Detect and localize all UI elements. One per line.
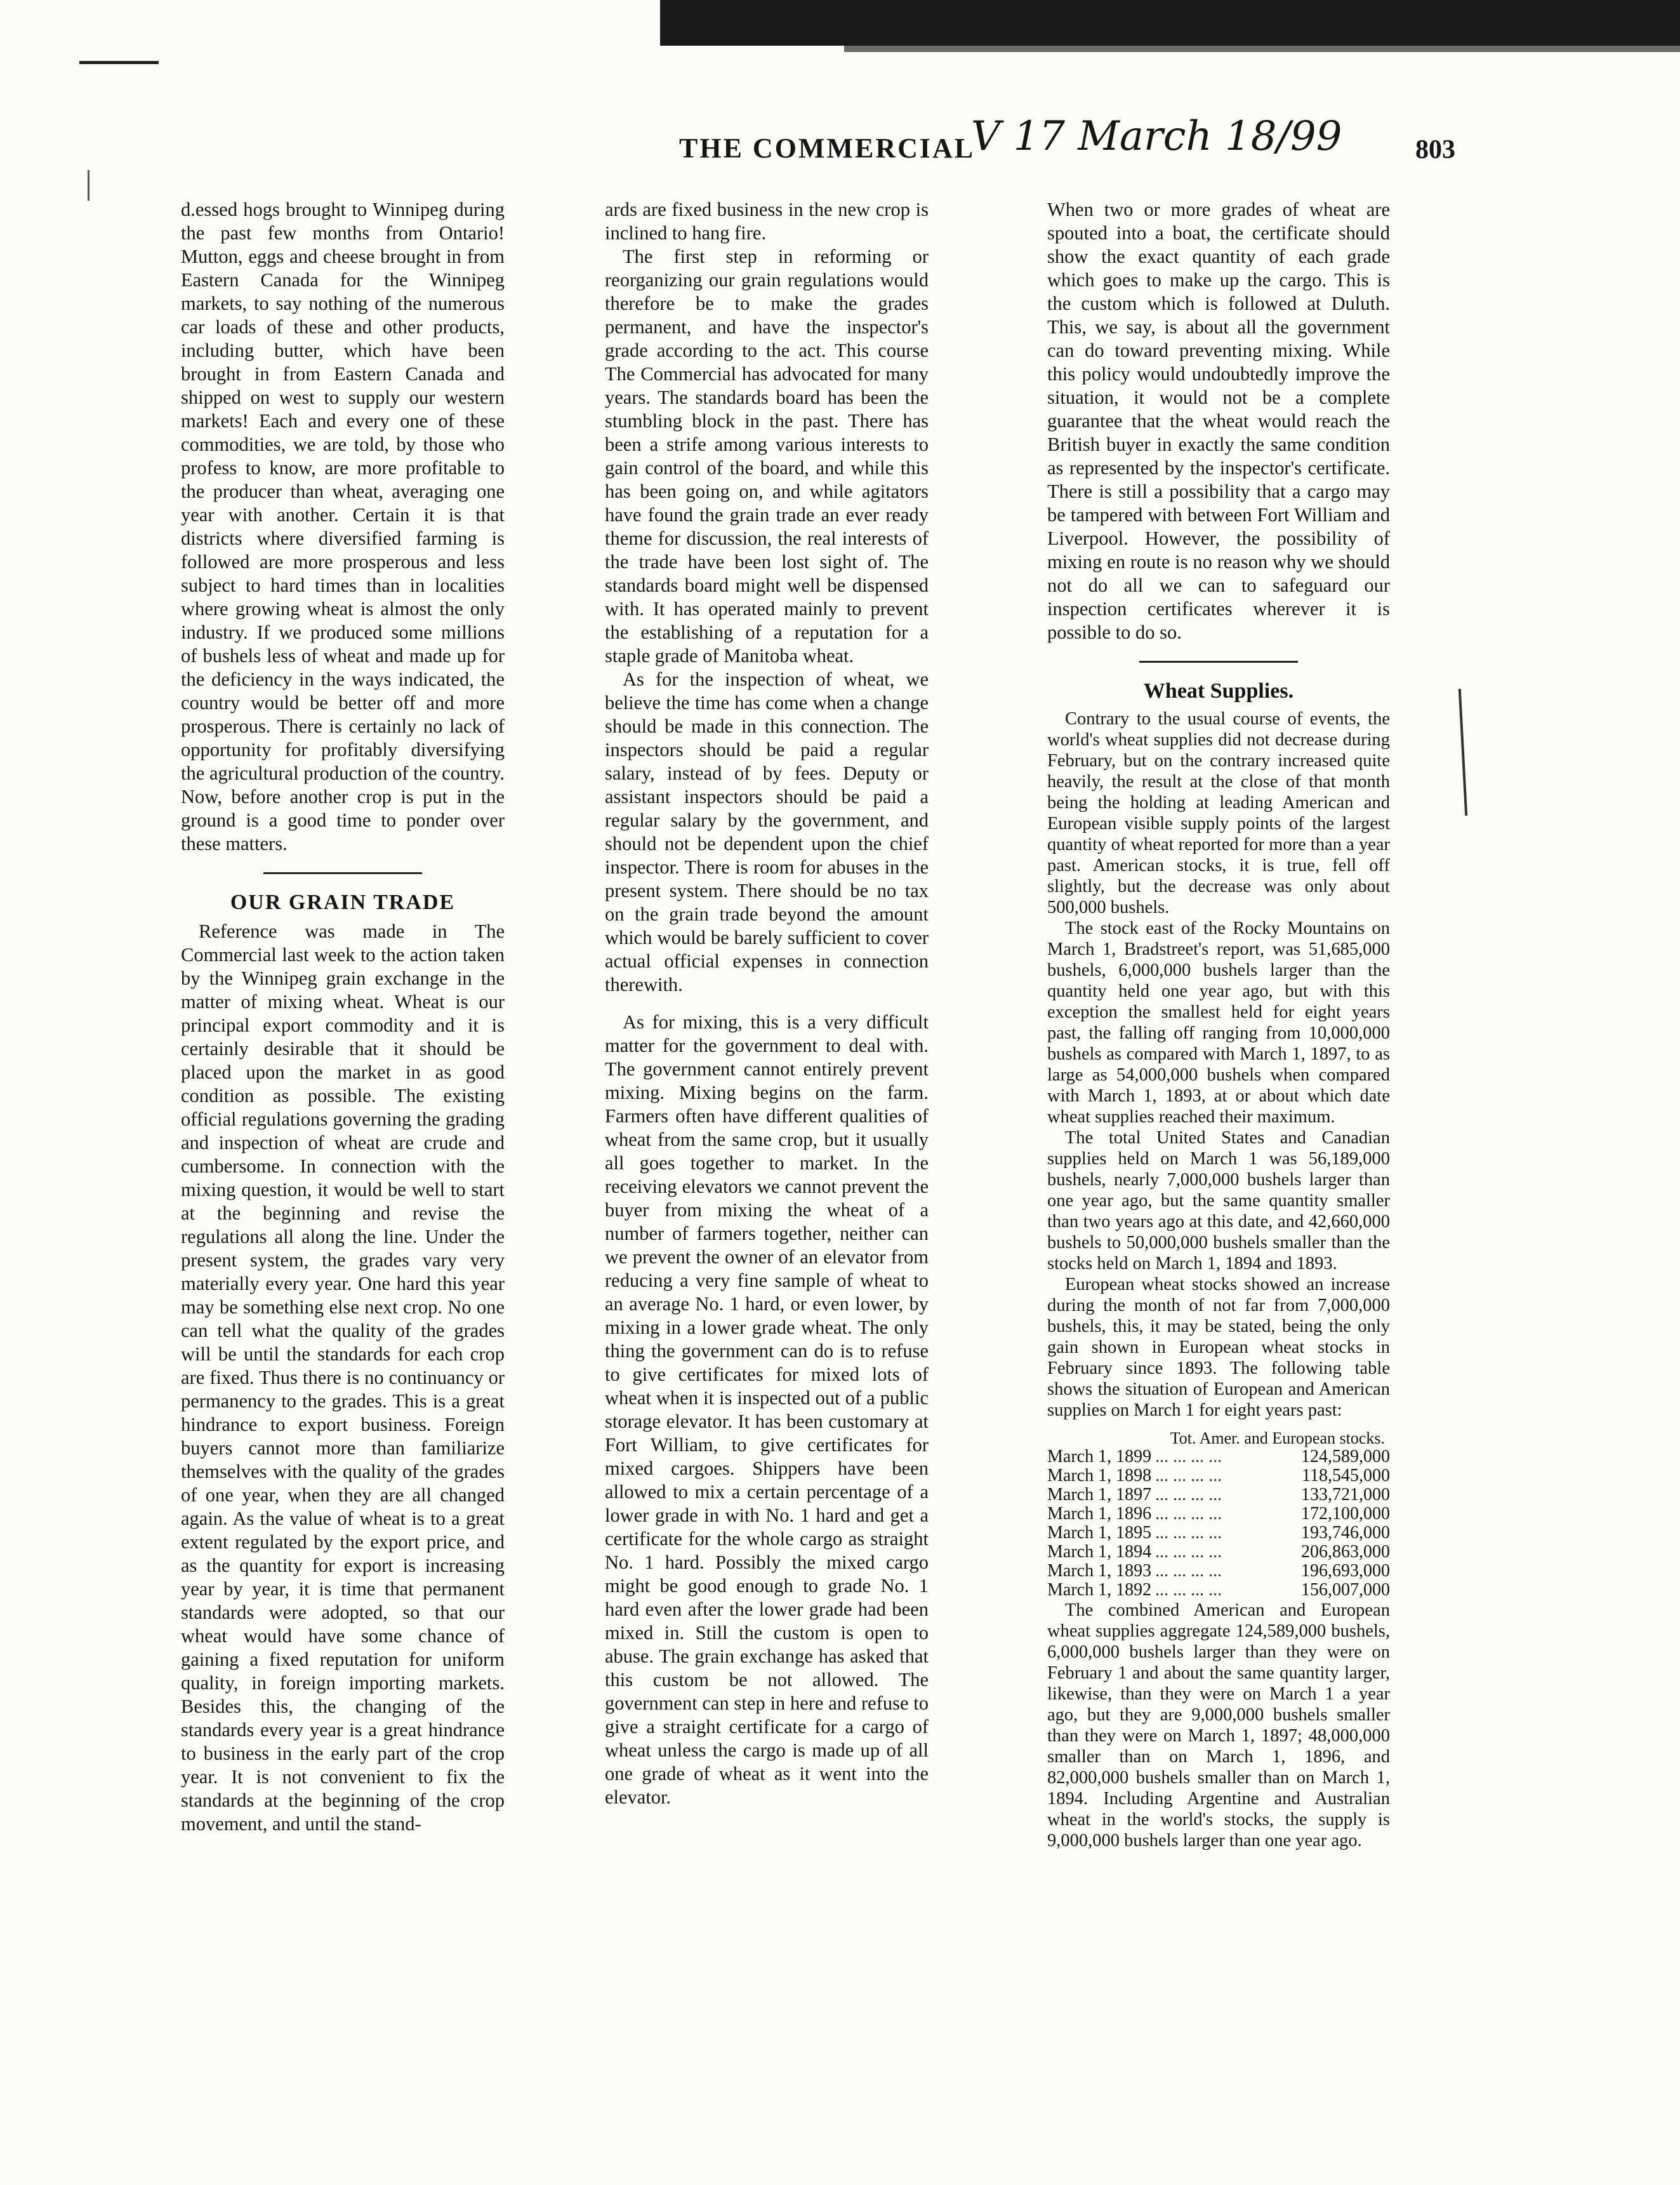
table-leader: ... ... ... ...	[1155, 1485, 1222, 1504]
article-paragraph: Contrary to the usual course of events, the world's wheat supplies did not decrease during February, but on the contrary increased quite heavily, the result at the close of that month being the holding at leading American and European visible supply points of the largest quantity of wheat reported for more than a year past. American stocks, it is true, fell off slightly, but the decrease was only about 500,000 bushels.	[1047, 709, 1390, 917]
table-cell-date: March 1, 1896	[1047, 1504, 1152, 1524]
table-leader: ... ... ... ...	[1155, 1466, 1222, 1485]
table-leader: ... ... ... ...	[1155, 1562, 1222, 1581]
margin-rule	[79, 61, 159, 64]
table-cell-date: March 1, 1895	[1047, 1523, 1152, 1543]
table-cell-value: 156,007,000	[1301, 1580, 1390, 1600]
article-paragraph: European wheat stocks showed an increase during the month of not far from 7,000,000 bushels, this, it may be stated, being the only gain shown in European wheat stocks in February since 1893. The following table shows the situation of European and American supplies on March 1 for eight years past:	[1047, 1275, 1390, 1420]
table-row	[1047, 1543, 1390, 1562]
column-3	[1047, 198, 1390, 2166]
handwritten-annotation: V 17 March 18/99	[971, 113, 1342, 160]
table-cell-value: 133,721,000	[1301, 1485, 1390, 1504]
column-2	[605, 198, 929, 2166]
article-paragraph: ards are fixed business in the new crop is inclined to hang fire.	[605, 199, 929, 244]
table-leader: ... ... ... ...	[1155, 1447, 1222, 1466]
table-row	[1047, 1524, 1390, 1543]
table-cell-date: March 1, 1898	[1047, 1466, 1152, 1485]
table-cell-value: 172,100,000	[1301, 1504, 1390, 1524]
column-1	[181, 198, 505, 2166]
article-paragraph: The combined American and European wheat supplies aggregate 124,589,000 bushels, 6,000,000 bushels larger than they were on February 1 and about the same quantity larger, likewise, than they were on March 1 a year ago, but they are 9,000,000 bushels smaller than they were on March 1, 1897; 48,000,000 smaller than on March 1, 1896, and 82,000,000 bushels smaller than on March 1, 1894. Including Argentine and Australian wheat in the world's stocks, the supply is 9,000,000 bushels larger than one year ago.	[1047, 1600, 1390, 1850]
article-paragraph: The first step in reforming or reorganizing our grain regulations would therefore be to make the grades permanent, and have the inspector's grade according to the act. This course The Commercial has advocated for many years. The standards board has been the stumbling block in the past. There has been a strife among various interests to gain control of the board, and while this has been going on, and while agitators have found the grain trade an ever ready theme for discussion, the real interests of the trade have been lost sight of. The standards board might well be dispensed with. It has operated mainly to prevent the establishing of a reputation for a staple grade of Manitoba wheat.	[605, 246, 929, 667]
margin-pen-mark	[1458, 689, 1467, 816]
table-row	[1047, 1447, 1390, 1466]
page-number: 803	[1415, 135, 1455, 164]
table-header: Tot. Amer. and European stocks.	[1170, 1429, 1385, 1447]
intro-paragraph: d.essed hogs brought to Winnipeg during the past few months from Ontario! Mutton, eggs and cheese brought in from Eastern Canada for the Winnipeg markets, to say nothing of the numerous car loads of these and other products, including butter, which have been brought in from Eastern Canada and shipped on west to supply our western markets! Each and every one of these commodities, we are told, by those who profess to know, are more profitable to the producer than wheat, averaging one year with another. Certain it is that districts where diversified farming is followed are more prosperous and less subject to hard times than in localities where growing wheat is almost the only industry. If we produced some millions of bushels less of wheat and made up for the deficiency in the ways indicated, the country would be better off and more prosperous. There is certainly no lack of opportunity for profitably diversifying the agricultural production of the country. Now, before another crop is put in the ground is a good time to ponder over these matters.	[181, 199, 505, 854]
margin-tick	[88, 170, 89, 201]
scan-edge-shadow	[844, 46, 1680, 52]
table-row	[1047, 1504, 1390, 1524]
table-cell-date: March 1, 1892	[1047, 1580, 1152, 1600]
article-paragraph: The stock east of the Rocky Mountains on March 1, Bradstreet's report, was 51,685,000 bushels, 6,000,000 bushels larger than the quantity held one year ago, but with this exception the smallest held for eight years past, the falling off ranging from 10,000,000 bushels as compared with March 1, 1897, to as large as 54,000,000 bushels when compared with March 1, 1893, at or about which date wheat supplies reached their maximum.	[1047, 919, 1390, 1127]
stocks-table	[1047, 1447, 1390, 1600]
article-paragraph: When two or more grades of wheat are spouted into a boat, the certificate should show the exact quantity of each grade which goes to make up the cargo. This is the custom which is followed at Duluth. This, we say, is about all the government can do toward preventing mixing. While this policy would undoubtedly improve the situation, it would not be a complete guarantee that the wheat would reach the British buyer in exactly the same condition as represented by the inspector's certificate. There is still a possibility that a cargo may be tampered with between Fort William and Liverpool. However, the possibility of mixing en route is no reason why we should not do all we can to safeguard our inspection certificates wherever it is possible to do so.	[1047, 199, 1390, 643]
table-row	[1047, 1562, 1390, 1581]
page-header-title: THE COMMERCIAL	[679, 133, 976, 164]
table-cell-date: March 1, 1899	[1047, 1447, 1152, 1466]
table-cell-value: 118,545,000	[1302, 1466, 1390, 1485]
wheat-supplies-headline: Wheat Supplies.	[1143, 679, 1294, 703]
article-paragraph: As for the inspection of wheat, we believe the time has come when a change should be made in this connection. The inspectors should be paid a regular salary, instead of by fees. Deputy or assistant inspectors should be paid a regular salary by the government, and should not be dependent upon the chief inspector. There is room for abuses in the present system. There should be no tax on the grain trade beyond the amount which would be barely sufficient to cover actual official expenses in connection therewith.	[605, 668, 929, 995]
article-paragraph: Reference was made in The Commercial last week to the action taken by the Winnipeg grain exchange in the matter of mixing wheat. Wheat is our principal export commodity and it is certainly desirable that it should be placed upon the market in as good condition as possible. The existing official regulations governing the grading and inspection of wheat are crude and cumbersome. In connection with the mixing question, it would be well to start at the beginning and revise the regulations all along the line. Under the present system, the grades vary very materially every year. One hard this year may be something else next crop. No one can tell what the quality of the grades will be until the standards for each crop are fixed. Thus there is no continuancy or permanency to the grades. This is a great hindrance to export business. Foreign buyers cannot more than familiarize themselves with the quality of the grades of one year, when they are all changed again. As the value of wheat is to a great extent regulated by the export price, and as the quantity for export is increasing year by year, it is time that permanent standards were adopted, so that our wheat would have some chance of gaining a fixed reputation for uniform quality, in foreign importing markets. Besides this, the changing of the standards every year is a great hindrance to business in the early part of the crop year. It is not convenient to fix the standards at the beginning of the crop movement, and until the stand-	[181, 920, 505, 1835]
table-leader: ... ... ... ...	[1155, 1543, 1222, 1562]
table-cell-value: 124,589,000	[1301, 1447, 1390, 1466]
table-leader: ... ... ... ...	[1155, 1581, 1222, 1600]
table-row	[1047, 1466, 1390, 1485]
table-leader: ... ... ... ...	[1155, 1504, 1222, 1524]
table-cell-value: 193,746,000	[1301, 1523, 1390, 1543]
table-row	[1047, 1581, 1390, 1600]
table-cell-date: March 1, 1894	[1047, 1542, 1152, 1562]
article-headline: OUR GRAIN TRADE	[230, 891, 456, 914]
table-cell-date: March 1, 1897	[1047, 1485, 1152, 1504]
article-paragraph: As for mixing, this is a very difficult matter for the government to deal with. The government cannot entirely prevent mixing. Mixing begins on the farm. Farmers often have different qualities of wheat from the same crop, but it usually all goes together to market. In the receiving elevators we cannot prevent the buyer from mixing the wheat of a number of farmers together, neither can we prevent the owner of an elevator from reducing a very fine sample of wheat to an average No. 1 hard, or even lower, by mixing in a lower grade wheat. The only thing the government can do is to refuse to give certificates for mixed lots of wheat when it is inspected out of a public storage elevator. It has been customary at Fort William, to give certificates for mixed cargoes. Shippers have been allowed to mix a certain percentage of a lower grade in with No. 1 hard and get a certificate for the whole cargo as straight No. 1 hard. Possibly the mixed cargo might be good enough to grade No. 1 hard even after the lower grade had been mixed in. Still the custom is open to abuse. The grain exchange has asked that this custom be not allowed. The government can step in here and refuse to give a straight certificate for a cargo of wheat unless the cargo is made up of all one grade of wheat as it went into the elevator.	[605, 1011, 929, 1808]
table-cell-value: 196,693,000	[1301, 1561, 1390, 1581]
table-cell-date: March 1, 1893	[1047, 1561, 1152, 1581]
table-leader: ... ... ... ...	[1155, 1524, 1222, 1543]
table-row	[1047, 1485, 1390, 1504]
table-cell-value: 206,863,000	[1301, 1542, 1390, 1562]
section-divider	[263, 872, 422, 874]
article-paragraph: The total United States and Canadian supplies held on March 1 was 56,189,000 bushels, nearly 7,000,000 bushels larger than one year ago, but the same quantity smaller than two years ago at this date, and 42,660,000 bushels to 50,000,000 bushels smaller than the stocks held on March 1, 1894 and 1893.	[1047, 1128, 1390, 1273]
section-divider	[1139, 661, 1298, 663]
scan-edge-bar	[660, 0, 1680, 46]
